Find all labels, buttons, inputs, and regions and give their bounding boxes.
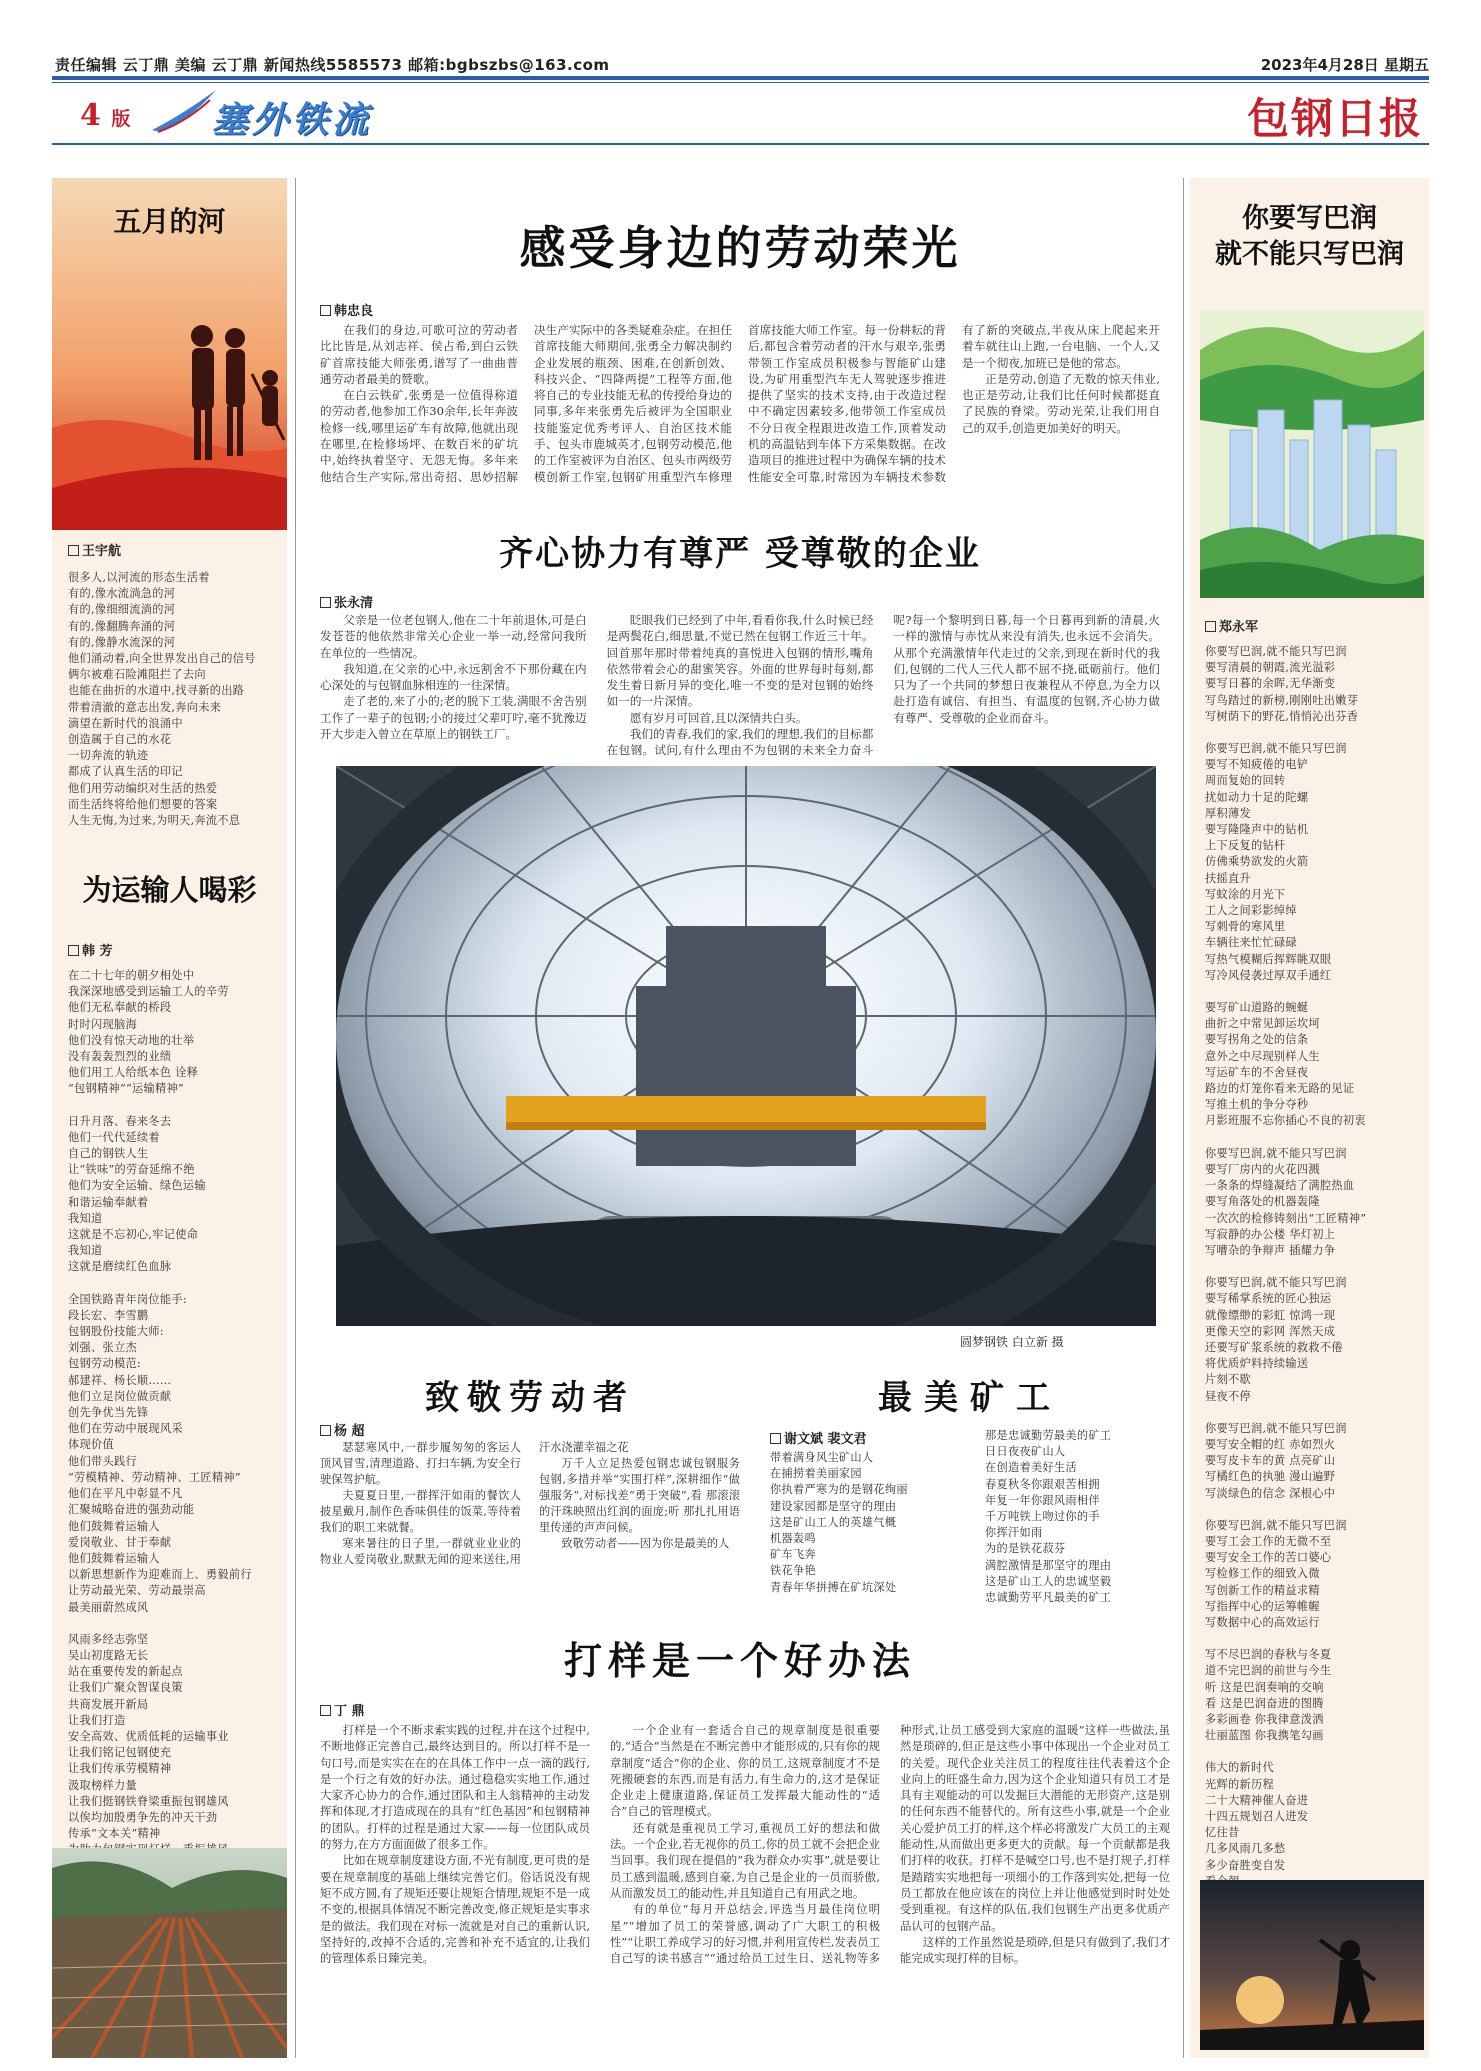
article4-byline: 谢文斌 裴文君 [770,1428,867,1447]
article1-body [320,322,1160,490]
paragraph: 还有就是重视员工学习,重视员工好的想法和做法。一个企业,若无视你的员工,你的员工就不会把企业当回事。我们现在提倡的“我为群众办实事”,就是要让员工感到温暖,感到自豪,为自己是企业的一员而骄傲,从而激发员工的能动性,并且知道自己有用武之地。 [610,1820,880,1900]
stanza-gap [1205,1502,1425,1518]
poem-line: 要写不知疲倦的电铲 [1205,758,1309,772]
poem-line: 伟大的新时代 [1205,1761,1274,1775]
paragraph: 我们的青春,我们的家,我们的理想,我们的目标都在包钢。试问,有什么理由不为包钢的未来全力奋斗呢?每一个黎明到日暮,每一个日暮再到新的清晨,火一样的激情与赤忱从来没有消失,也永远不会消失。从那个充满激情年代走过的父亲,到现在新时代的我们,包钢的二代人三代人都不屈不挠,砥砺前行。他们只为了一个共同的梦想日夜兼程从不停息,为全力以赴打造有诚信、有担当、有温度的包钢,齐心协力做有尊严、受尊敬的企业而奋斗。 [606,613,1160,758]
poem-line: 要写安全帽的红 赤如烈火 [1205,1437,1336,1451]
poem-line: 有的,像水流淌急的河 [68,587,176,601]
poem-line: 工人之间彩影绰绰 [1205,904,1297,918]
poem-line: 写蚊涂的月光下 [1205,887,1286,901]
poem-line: 安全高效、优质低耗的运输事业 [68,1729,229,1743]
poem-line: 他们涌动着,向全世界发出自己的信号 [68,652,256,666]
poem-line: 光辉的新历程 [1205,1777,1274,1791]
stanza-gap [1205,1744,1425,1760]
header-rule-thin [52,82,1429,83]
poem-line: 很多人,以河流的形态生活着 [68,571,210,584]
poem-line: 你要写巴润,就不能只写巴润 [1205,1421,1347,1435]
poem-line: 带着清澈的意志出发,奔向未来 [68,700,222,714]
poem-line: 多少奋胜变自发 [1205,1858,1286,1872]
poem-line: 创先争优当先锋 [68,1406,149,1420]
poem-line: 意外之中尽现别样人生 [1205,1049,1320,1063]
stanza-gap [68,1098,278,1114]
masthead-logo: 包钢日报 [1246,94,1423,143]
paragraph: 万千人立足热爱包钢忠诚包钢服务包钢,多措并举“实围打样”,深耕细作“做强服务”,对标找差“勇于突破”,看 那滚滚的汗珠映照出红润的面庞;听 那扎扎用语里传递的声声问候。 [539,1457,740,1534]
byline-box-icon [320,1705,331,1716]
poem-line: 人生无悔,为过来,为明天,奔流不息 [68,814,241,828]
section-title: 塞外铁流 [212,100,373,141]
poem-line: 忆往昔 [1205,1826,1240,1840]
right-byline: 郑永军 [1205,616,1258,635]
poem-line: 几多风雨几多愁 [1205,1842,1286,1856]
poem-line: 写检修工作的细致入微 [1205,1567,1320,1581]
poem-line: 二十大精神催人奋进 [1205,1793,1309,1807]
article4-body-left [770,1450,970,1596]
poem-line: 写热气模糊后挥辉眺双眼 [1205,952,1332,966]
poem-line: 那是忠诚勤劳最美的矿工 [985,1429,1112,1442]
paragraph: 愿有岁月可回首,且以深情共白头。 [629,710,808,725]
poem-line: 要写日暮的余晖,无华渐变 [1205,677,1336,691]
article5-headline: 打样是一个好办法 [563,1639,916,1683]
poem-line: 没有轰轰烈烈的业绩 [68,1050,172,1064]
poem-line: 有的,像细细流淌的河 [68,603,176,617]
poem-line: 这就是磨续红色血脉 [68,1260,172,1274]
byline-box-icon [320,305,331,316]
poem-line: 扰如动力十足的陀螺 [1205,790,1309,804]
paragraph: 眨眼我们已经到了中年,看看你我,什么时候已经是两鬓花白,细思量,不觉已然在包钢工作近三十年。回首那年那时带着纯真的喜悦进入包钢的情形,嘴角依然带着会心的甜蜜笑容。外面的世界每时每刻,都发生着日新月异的变化,唯一不变的是对包钢的始终如一的一片深情。 [606,613,874,709]
poem-line: 汲取榜样力量 [68,1778,137,1792]
header-rule [52,76,1429,80]
poem-line: 有的,像翻腾奔涌的河 [68,619,176,633]
poem-line: “劳模精神、劳动精神、工匠精神” [68,1470,241,1484]
poem-line: 让我们打造 [68,1713,126,1727]
poem-line: 将优质炉料持续输送 [1205,1357,1309,1371]
poem-line: 要写矿山道路的蜿蜒 [1205,1001,1309,1015]
stanza-gap [1205,725,1425,741]
poem-line: 车辆往来忙忙碌碌 [1205,936,1297,950]
poem-line: 以俟均加殷勇争先的冲天干劲 [68,1810,218,1824]
poem-line: 让“铁味”的劳奋延绵不绝 [68,1163,195,1177]
poem-line: 段长宏、李雪鹏 [68,1308,149,1322]
poem-line: 月影班服不忘你插心不良的初衷 [1205,1114,1366,1128]
header-date: 2023年4月28日 星期五 [1260,56,1429,74]
poem1-title: 五月的河 [113,205,226,238]
poem-line: 在捕捞着美丽家园 [770,1467,862,1481]
paragraph: 父亲是一位老包钢人,他在二十年前退休,可是白发苍苍的他依然非常关心企业一举一动,经常问我所在单位的一些情况。 [320,613,587,660]
poem-line: 要写角落处的机器轰隆 [1205,1195,1320,1209]
poem-line: 自己的钢铁人生 [68,1147,149,1161]
byline-box-icon [68,545,79,556]
paragraph: 我知道,在父亲的心中,永远割舍不下那份藏在内心深处的与包钢血脉相连的一往深情。 [320,661,587,693]
column-divider-right [1183,178,1184,2058]
article5-byline: 丁 鼎 [320,1700,365,1719]
poem-line: 矿车飞奔 [770,1548,816,1562]
poem-line: 仿佛乘势欲发的火箭 [1205,855,1309,869]
paragraph: 正是劳动,创造了无数的惊天伟业,也正是劳动,让我们比任何时候都挺直了民族的脊梁。劳动光荣,让我们用自己的双手,创造更加美好的明天。 [962,371,1160,435]
header-left: 责任编辑 云丁鼎 美编 云丁鼎 新闻热线5585573 邮箱:bgbszbs@163.com [55,56,610,74]
poem2-byline: 韩 芳 [68,940,113,959]
poem-line: 俩尔被难石险滩阻拦了去向 [68,668,206,682]
railway-photo [52,1848,287,2058]
poem-line: 机器轰鸣 [770,1532,816,1546]
poem-line: 我知道 [68,1244,103,1258]
poem-line: 这就是不忘初心,牢记使命 [68,1228,199,1242]
poem2-body [68,968,278,1875]
poem-line: 体现价值 [68,1438,114,1452]
poem-line: 郝建祥、杨长顺…… [68,1373,172,1387]
paragraph: 寒来暑往的日子里,一群就业业业的物业人爱岗敬业,默默无闻的迎来送往,用汗水浇灌幸福之花 [320,1441,629,1566]
poem-line: 创造属于自己的水花 [68,733,172,747]
poem-line: 和谐运输奉献着 [68,1195,149,1209]
article3-byline: 杨 超 [320,1420,365,1439]
poem-line: 全国铁路青年岗位能手: [68,1292,187,1306]
poem-line: 年复一年你跟风雨相伴 [985,1493,1100,1507]
poem-line: 以新思想新作为迎难而上、勇毅前行 [68,1568,252,1582]
right-poem-body [1205,644,1425,1922]
poem-line: 片刻不歇 [1205,1373,1251,1387]
right-title-line2: 就不能只写巴润 [1215,239,1404,270]
poem-line: 在创造着美好生活 [985,1461,1077,1475]
poem-line: 写橘红色的执驰 漫山遍野 [1205,1470,1336,1484]
right-title-line1: 你要写巴润 [1242,203,1377,234]
paragraph: 这样的工作虽然说是琐碎,但是只有做到了,我们才能完成实现打样的目标。 [900,1934,1170,1966]
poem-line: 他们一代代延续着 [68,1130,160,1144]
poem-line: 千万吨铁上吻过你的手 [985,1510,1100,1524]
stanza-gap [68,1276,278,1292]
poem-line: 写嘈杂的争辩声 插耀力争 [1205,1243,1336,1257]
poem1-body [68,570,278,829]
poem-line: 铁花争艳 [770,1564,816,1578]
article5-body [320,1722,1170,2057]
byline-box-icon [68,945,79,956]
poem-line: 而生活终将给他们想要的答案 [68,797,218,811]
page-number: 4 版 [80,98,131,133]
poem-line: 上下反复的钻杆 [1205,839,1286,853]
poem-line: 我深深地感受到运输工人的辛劳 [68,985,229,999]
poem-line: 厚积薄发 [1205,806,1251,820]
poem-line: 写树荫下的野花,悄悄沁出芬香 [1205,709,1359,723]
poem-line: 要写厂房内的火花四溅 [1205,1162,1320,1176]
poem-line: 写寂静的办公楼 华灯初上 [1205,1227,1336,1241]
poem-line: 都成了认真生活的印记 [68,765,183,779]
poem-line: 他们在平凡中彰显不凡 [68,1487,183,1501]
byline-box-icon [1205,621,1216,632]
poem-line: 传承“文本关”精神 [68,1827,161,1841]
paragraph: 比如在规章制度建设方面,不光有制度,更可贵的是要在规章制度的基础上继续完善它们。俗话说没有规矩不成方圆,有了规矩还要让规矩合情理,规矩不是一成不变的,根据具体情况不断完善改变,修正规矩是实事求是的做法。我们现在对标一流就是对自己的重新认识,坚持好的,改掉不合适的,完善和补充不适宜的,让我们的管理体系日臻完美。 [320,1853,590,1966]
stanza-gap [1205,984,1425,1000]
poem-line: 时时闪现脑海 [68,1017,137,1031]
poem-line: 看 这是巴润奋进的图腾 [1205,1696,1324,1710]
worker-silhouette-photo [1200,1880,1424,2050]
poem-line: 路边的灯笼你看来无路的见证 [1205,1082,1355,1096]
byline-box-icon [770,1433,781,1444]
poem-line: 包钢劳动模范: [68,1357,141,1371]
poem-line: 包钢股份技能大师: [68,1325,164,1339]
stanza-gap [1205,1405,1425,1421]
poem-line: 他们为安全运输、绿色运输 [68,1179,206,1193]
poem-line: 一次次的检修铸刻出“工匠精神” [1205,1211,1367,1225]
poem-line: 让我们铭记包钢使充 [68,1746,172,1760]
poem-line: 这是矿山工人的英雄气概 [770,1515,897,1529]
poem-line: 爱岗敬业、甘于奉献 [68,1535,172,1549]
poem-line: 还要写矿浆系统的救救不倦 [1205,1340,1343,1354]
article3-body [320,1440,740,1610]
article2-body [320,612,1160,762]
poem2-title: 为运输人喝彩 [82,873,257,907]
poem-line: 风雨多经志弥坚 [68,1632,149,1646]
poem-line: 有的,像静水流深的河 [68,635,176,649]
paragraph: 夫夏夏日里,一群挥汗如雨的餐饮人披星戴月,制作色香味俱佳的饭菜,等待着我们的职工来就餐。 [320,1489,521,1534]
byline-box-icon [320,597,331,608]
column-divider-left [295,178,296,2058]
poem-line: 日日夜夜矿山人 [985,1445,1066,1459]
poem-line: 他们用劳动编织对生活的热爱 [68,781,218,795]
poem-line: “包钢精神”“运输精神” [68,1082,184,1096]
article3-headline: 致敬劳动者 [425,1378,635,1418]
poem-line: 写刺骨的寒风里 [1205,920,1286,934]
poem-line: 就像缥缈的彩虹 惊鸿一现 [1205,1308,1336,1322]
paragraph: 走了老的,来了小的;老的脱下工装,满眼不舍告别工作了一辈子的包钢;小的接过父辈叮咛,毫不犹豫迈开大步走入曾立在草原上的钢铁工厂。 [320,694,587,742]
poem-line: 吴山初度路无长 [68,1648,149,1662]
poem-line: 他们鼓舞着运输人 [68,1551,160,1565]
poem-line: 站在重要传发的新起点 [68,1665,183,1679]
poem-line: 让我们挺钢铁脊梁重振包钢雄风 [68,1794,229,1808]
poem-line: 忠诚勤劳平凡最美的矿工 [985,1591,1112,1605]
poem-line: 你要写巴润,就不能只写巴润 [1205,1146,1347,1160]
poem-line: 要写工会工作的无微不至 [1205,1534,1332,1548]
poem-line: 写数据中心的高效运行 [1205,1615,1320,1629]
poem-line: 共商发展开新局 [68,1697,149,1711]
paragraph: 在白云铁矿,张勇是一位值得称道的劳动者,他参加工作30余年,长年奔波检修一线,哪里运矿车有故障,他就出现在哪里,在检修场坪、在数百米的矿坑中,始终执着坚守、无怨无悔。多年来他结合生产实际,常出奇招、思妙招解决生产实际中的各类疑难杂症。在担任首席技能大师期间,张勇全力解决制约企业发展的瓶颈、困难,在创新创效、科技兴企、“四降两提”工程等方面,他将自己的专业技能无私的传授给身边的同事,多年来张勇先后被评为全国职业技能鉴定优秀考评人、自治区技术能手、包头市鹿城英才,包钢劳动模范,他的工作室被评为自治区、包头市两级劳模创新工作室,包钢矿用重型汽车修理首席技能大师工作室。每一份耕耘的背后,都包含着劳动者的汗水与艰辛,张勇带领工作室成员积极参与智能矿山建设,为矿用重型汽车无人驾驶逐步推进提供了坚实的技术支持,由于改造过程中不确定因素较多,他带领工作室成员不分日夜全程跟进改造工作,顶着发动机的高温钻到车体下方采集数据。在改造项目的推进过程中为确保车辆的技术性能安全可靠,时常因为车辆技术参数有了新的突破点,半夜从床上爬起来开着车就往山上跑,一台电脑、一个人,又是一个彻夜,加班已是他的常态。 [320,323,1160,484]
poem-line: 他们在劳动中展现风采 [68,1422,183,1436]
stanza-gap [1205,1631,1425,1647]
poem-line: 最美丽蔚然成风 [68,1600,149,1614]
paragraph: 有的单位“每月开总结会,评选当月最佳岗位明星”“增加了员工的荣誉感,调动了广大职工的积极性”“让职工养成学习的好习惯,并利用宣传栏,发表员工自己写的读书感言”“通过给员工过生日、送礼物等多种形式,让员工感受到大家庭的温暖”这样一些做法,虽然是琐碎的,但正是这些小事中体现出一个企业对员工的关爱。现代企业关注员工的程度往往代表着这个企业向上的旺盛生命力,因为这个企业知道只有员工才是具有主观能动的可以发掘巨大潜能的无形资产,这是别的任何东西不能替代的。所有这些小事,就是一个企业关心爱护员工打的样,这个样必将激发广大员工的主观能动性,从而做出更多更大的贡献。每一个贡献都是我们打样的收获。打样不是喊空口号,也不是打规子,打样是踏踏实实地把每一项细小的工作落到实处,把每一位员工都放在他应该在的岗位上并让他感觉到时时处处受到重视。有这样的队伍,我们包钢生产出更多优质产品认可的包钢产品。 [610,1723,1170,1966]
poem-line: 写淡绿色的信念 深根心中 [1205,1486,1336,1500]
article2-byline: 张永清 [320,592,373,611]
poem-line: 日升月落、春来冬去 [68,1114,172,1128]
poem-line: 建设家园都是坚守的理由 [770,1499,897,1513]
paragraph: 一个企业有一套适合自己的规章制度是很重要的,“适合”当然是在不断完善中才能形成的,只有你的规章制度“适合”你的企业、你的员工,这规章制度才不是死搬硬套的东西,而是有活力,有生命力的,这才是保证企业走上健康道路,保证员工发挥最大能动性的“适合”自己的管理模式。 [610,1723,880,1819]
article1-headline: 感受身边的劳动荣光 [519,221,961,275]
poem-line: 一条条的焊缝凝结了满腔热血 [1205,1179,1355,1193]
poem-line: 写创新工作的精益求精 [1205,1583,1320,1597]
paragraph: 致敬劳动者——因为你是最美的人 [561,1537,730,1550]
poem-line: 他们带头践行 [68,1454,137,1468]
paragraph: 瑟瑟寒风中,一群步履匆匆的客运人顶风冒雪,清理道路、打扫车辆,为安全行驶保驾护航。 [320,1441,521,1486]
poem-line: 你要写巴润,就不能只写巴润 [1205,742,1347,756]
poem-line: 他们立足岗位做贡献 [68,1389,172,1403]
swoosh-icon [150,86,220,136]
photo-caption: 圆梦钢铁 白立新 摄 [960,1335,1064,1349]
poem-line: 你要写巴润,就不能只写巴润 [1205,1518,1347,1532]
poem-line: 曲折之中常见卸运坎坷 [1205,1017,1320,1031]
poem-line: 十四五规划召人进发 [1205,1810,1309,1823]
masthead-underline [52,143,1429,145]
poem-line: 汇聚城略奋进的强劲动能 [68,1503,195,1517]
poem-line: 要写稀掌系统的匠心独运 [1205,1292,1332,1306]
poem-line: 要写皮卡车的黄 点亮矿山 [1205,1454,1336,1468]
poem-line: 一切奔流的轨迹 [68,749,149,763]
article4-headline: 最美矿工 [878,1378,1062,1418]
poem-line: 春夏秋冬你跟艰苦相拥 [985,1477,1100,1491]
stanza-gap [1205,1259,1425,1275]
poem-line: 壮丽蓝图 你我携笔勾画 [1205,1729,1324,1743]
stanza-gap [68,1616,278,1632]
poem-line: 周而复始的回转 [1205,774,1286,788]
poem-line: 为的是铁花菽芬 [985,1542,1066,1556]
poem-line: 更像天空的彩网 浑然天成 [1205,1324,1336,1338]
poem-line: 道不完巴润的前世与今生 [1205,1664,1332,1678]
poem-line: 这是矿山工人的忠诚坚毅 [985,1574,1112,1588]
poem-line: 你要写巴润,就不能只写巴润 [1205,645,1347,658]
article1-byline: 韩忠良 [320,300,373,319]
poem-line: 写推土机的争分夺秒 [1205,1098,1309,1112]
poem-line: 他们鼓舞着运输人 [68,1519,160,1533]
paragraph: 打样是一个不断求索实践的过程,并在这个过程中,不断地修正完善自己,最终达到目的。所以打样不是一句口号,而是实实在在的在具体工作中一点一滴的践行,是一个行之有效的好办法。通过稳稳实实地工作,通过大家齐心协力的合作,通过团队和主人翁精神的主动发挥和体现,才打造成现在的具有“红色基因”和包钢精神的团队。打样的过程是通过大家——每一位团队成员的努力,在方方面面做了很多工作。 [320,1723,590,1852]
poem-line: 写鸟踏过的新榜,刚刚吐出嫩芽 [1205,693,1359,707]
poem-line: 滴望在新时代的浪涌中 [68,716,183,730]
poem-line: 昼夜不停 [1205,1389,1251,1403]
poem-line: 他们无私奉献的桥段 [68,1001,172,1015]
poem-line: 让我们广聚众智谋良策 [68,1681,183,1695]
poem-line: 要写清晨的朝霞,流光溢彩 [1205,661,1336,675]
paragraph: 在我们的身边,可歌可泣的劳动者比比皆是,从刘志祥、侯占希,到白云铁矿首席技能大师张勇,谱写了一曲曲普通劳动者最美的赞歌。 [320,323,518,386]
poem-line: 青春年华拼搏在矿坑深处 [770,1580,897,1594]
poem-line: 要写拐角之处的信条 [1205,1033,1309,1047]
stanza-gap [1205,1130,1425,1146]
factory-photo [336,766,1156,1326]
poem-line: 也能在曲折的水道中,找寻新的出路 [68,684,245,698]
poem-line: 写冷风侵袭过厚双手通红 [1205,968,1332,982]
poem-line: 我知道 [68,1211,103,1225]
poem-line: 刘强、张立杰 [68,1341,137,1355]
poem-line: 写指挥中心的运筹帷幄 [1205,1599,1320,1613]
article2-headline: 齐心协力有尊严 受尊敬的企业 [499,534,981,574]
poem-line: 让劳动最光荣、劳动最崇高 [68,1584,206,1598]
poem-line: 要写隆隆声中的钻机 [1205,823,1309,837]
poem-line: 你挥汗如雨 [985,1526,1043,1540]
poem-line: 扶摇直升 [1205,871,1251,885]
poem-line: 你执着严寒为的是钢花绚丽 [770,1483,908,1497]
byline-box-icon [320,1425,331,1436]
poem-line: 多彩画卷 你我律意泼洒 [1205,1712,1324,1726]
poem-line: 写运矿车的不舍昼夜 [1205,1065,1309,1079]
poem-line: 让我们传承劳模精神 [68,1762,172,1776]
poem-line: 要写安全工作的苦口婆心 [1205,1551,1332,1565]
poem-line: 听 这是巴润奏响的交响 [1205,1680,1324,1694]
article4-body-right [985,1428,1175,1606]
city-illustration [1200,310,1424,598]
poem-line: 满腔激情是那坚守的理由 [985,1558,1112,1572]
poem-line: 在二十七年的朝夕相处中 [68,969,195,982]
poem-line: 带着满身风尘矿山人 [770,1451,874,1464]
poem1-byline: 王宇航 [68,540,121,559]
poem-line: 你要写巴润,就不能只写巴润 [1205,1276,1347,1290]
poem-line: 他们没有惊天动地的壮举 [68,1033,195,1047]
poem-line: 他们用工人给纸本色 诠释 [68,1066,199,1080]
poem-line: 写不尽巴润的春秋与冬夏 [1205,1648,1332,1662]
